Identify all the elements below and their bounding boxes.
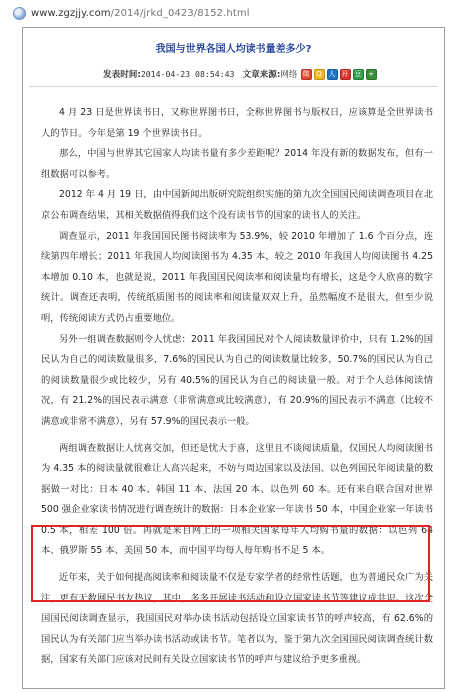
url-path: /2014/jrkd_0423/8152.html: [110, 8, 250, 19]
url-host: www.zgzjjy.com: [31, 8, 111, 19]
share-renren-icon[interactable]: 人: [328, 69, 336, 78]
source-value: 网络: [280, 70, 298, 80]
share-douban-icon[interactable]: 豆: [354, 69, 362, 78]
divider: [29, 86, 438, 87]
article-body: [41, 103, 433, 671]
address-bar[interactable]: [0, 0, 450, 27]
article-title: 我国与世界各国人均读书量差多少?: [155, 44, 312, 55]
publish-time-label: 发表时间:: [103, 70, 141, 80]
paragraph-4: 调查显示，2011 年我国国民图书阅读率为 53.9%，较 2010 年增加了 1.6 个百分点，连续第四年增长；2011 年我国人均阅读图书为 4.35 本，较之 2010 年我国人均阅读图书 4.25 本增加 0.10 本，也就是说，2011 年我国国民阅读率和阅读量均有增长，这是令人欣喜的数字统计。调查还表明，传统纸质图书的阅读率和阅读量双双上升，虽然幅度不是很大，但至少说明，传统阅读方式仍占重要地位。: [41, 230, 433, 324]
share-sina-icon[interactable]: 微: [302, 69, 310, 78]
paragraph-5: 另外一组调查数据则令人忧虑：2011 年我国国民对个人阅读数量评价中，只有 1.2%的国民认为自己的阅读数量很多，7.6%的国民认为自己的阅读数量比较多，50.7%的国民认为自己的阅读数量很少或比较少，另有 40.5%的国民认为自己的阅读量一般。对于个人总体阅读情况，有 21.2%的国民表示满意（非常满意或比较满意），有 20.9%的国民表示不满意（比较不满意或非常不满意），另有 57.9%的国民表示一般。: [41, 333, 433, 427]
share-qzone-icon[interactable]: Q: [314, 69, 325, 80]
globe-icon: [13, 7, 26, 20]
article-frame: [22, 27, 445, 689]
source-label: 文章来源:: [242, 70, 281, 80]
share-kaixin-icon[interactable]: 开: [341, 69, 349, 78]
paragraph-1: 4 月 23 日是世界读书日，又称世界图书日，全称世界图书与版权日，应该算是全世界读书人的节日。今年是第 19 个世界读书日。: [41, 107, 433, 139]
url-text[interactable]: [31, 8, 250, 19]
share-icons: [301, 69, 379, 80]
paragraph-6-highlighted: 两组调查数据让人忧喜交加，但还是忧大于喜，这里且不谈阅读质量，仅国民人均阅读图书为 4.35 本的阅读量就很难让人高兴起来，不妨与周边国家以及法国、以色列国民年阅读量的数据做一对比：日本 40 本、韩国 11 本、法国 20 本、以色列 60 本。还有来自联合国对世界 500 强企业家读书情况进行调查统计的数据：日本企业家一年读书 50 本，中国企业家一年读书 0.5 本，相差 100 倍。再就是来自网上的一项相关国家每年人均购书量的数据：以色列 64 本、俄罗斯 55 本、美国 50 本，而中国平均每人每年购书不足 5 本。: [41, 442, 433, 557]
share-more-icon[interactable]: +: [366, 69, 377, 80]
publish-time-value: 2014-04-23 08:54:43: [140, 69, 235, 79]
paragraph-2: 那么，中国与世界其它国家人均读书量有多少差距呢？2014 年没有新的数据发布，但有一组数据可以参考。: [41, 148, 433, 180]
paragraph-7: 近年来，关于如何提高阅读率和阅读量不仅是专家学者的经常性话题，也为普通民众广为关注，更有无数网民书友热议，其中，多多开展读书活动和设立国家读书节等建议成共识。这次全国国民阅读调查显示，我国国民对举办读书活动包括设立国家读书节的呼声较高，有 62.6%的国民认为有关部门应当举办读书活动或读书节。笔者以为，鉴于第九次全国国民阅读调查统计数据，国家有关部门应该对民间有关设立国家读书节的呼声与建议给予更多重视。: [41, 572, 433, 666]
paragraph-3: 2012 年 4 月 19 日，由中国新闻出版研究院组织实施的第九次全国国民阅读调查项目在北京公布调查结果，其相关数据值得我们这个没有读书节的国家的读书人的关注。: [41, 189, 433, 221]
article-meta: [103, 67, 379, 81]
